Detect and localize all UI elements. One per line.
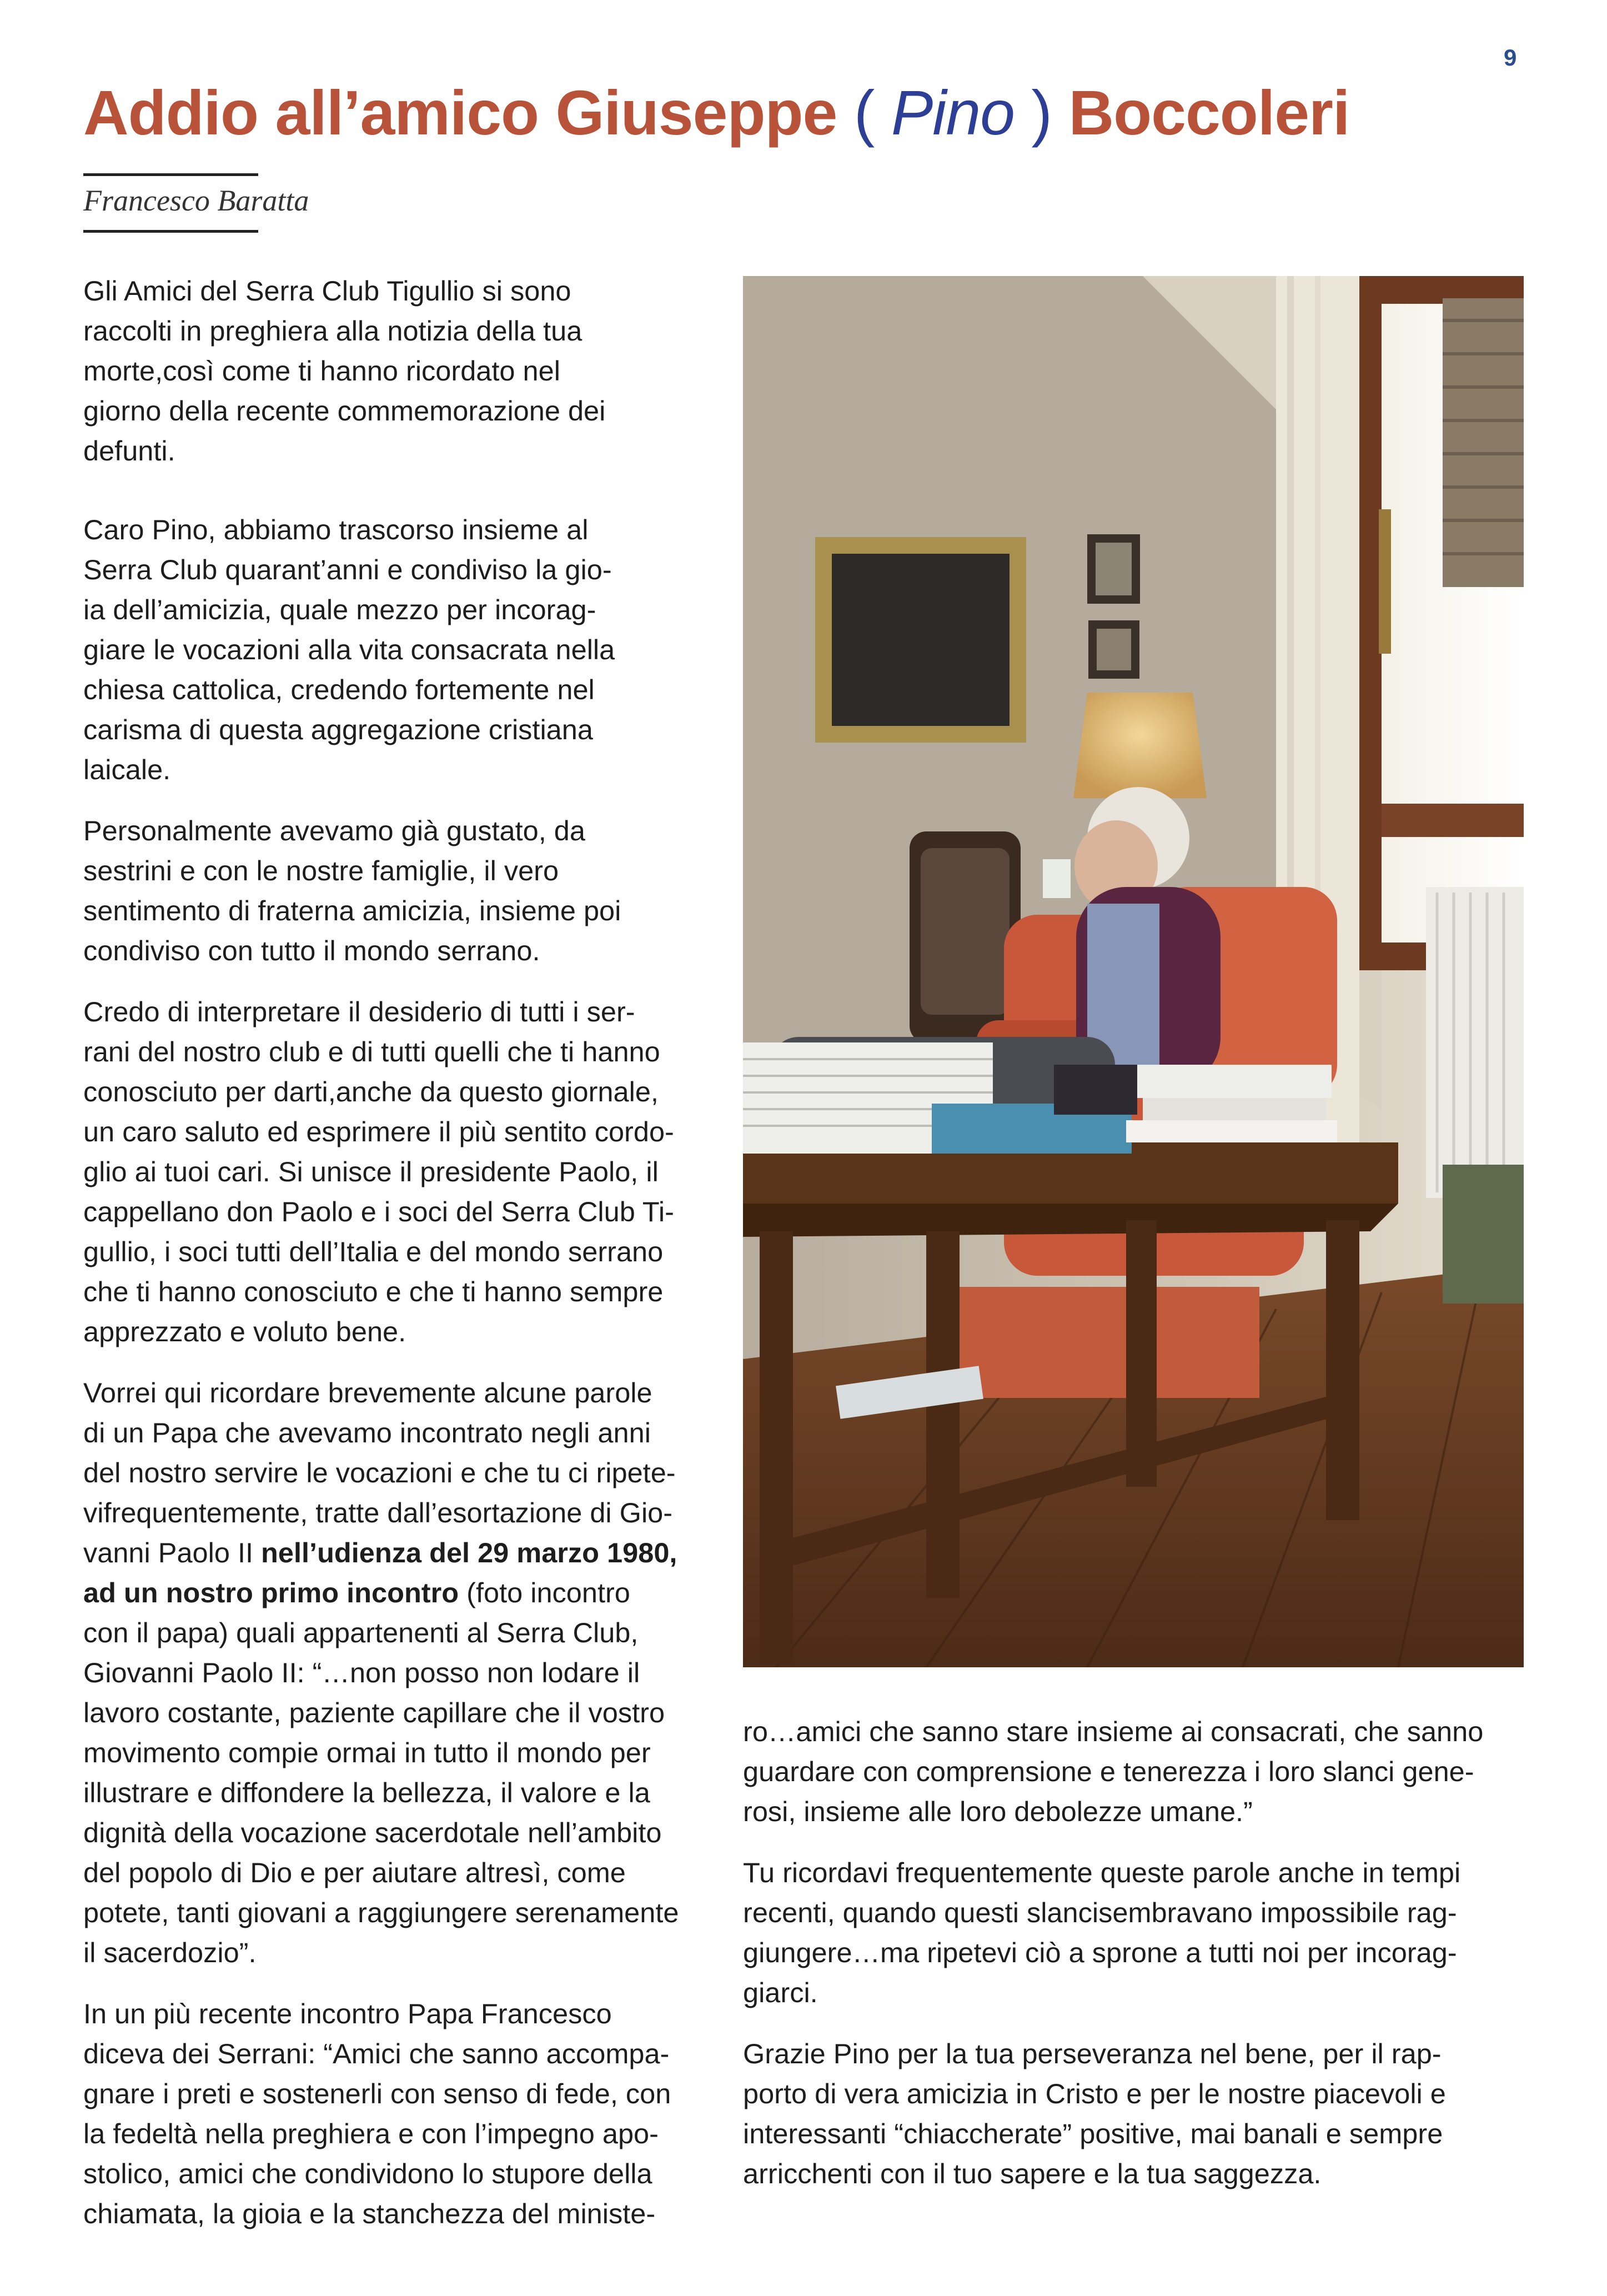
author-rule-bottom bbox=[83, 230, 258, 233]
paragraph-8: Tu ricordavi frequentemente queste parole anche in tempi recenti, quando questi slancisembravano impossibile rag- giungere…ma ripetevi ciò a sprone a tutti noi per incorag- giarci. bbox=[743, 1857, 1461, 2008]
paragraph-9: Grazie Pino per la tua perseveranza nel bene, per il rap- porto di vera amicizia in Cristo e per le nostre piacevoli e interessanti “chiaccherate” positive, mai banali e sempre arricchenti con il tuo sapere e la tua saggezza. bbox=[743, 2038, 1446, 2189]
article-title bbox=[83, 71, 1349, 154]
title-surname: Boccoleri bbox=[1068, 78, 1350, 148]
title-open-paren: ( bbox=[853, 78, 875, 148]
page-number: 9 bbox=[1504, 44, 1517, 71]
paragraph-5-bold: nell’udienza del 29 marzo 1980, ad un nostro primo incontro bbox=[83, 1537, 677, 1608]
paragraph-1: Gli Amici del Serra Club Tigullio si sono raccolti in preghiera alla notizia della tua morte,così come ti hanno ricordato nel giorno della recente commemorazione dei defunti. bbox=[83, 275, 606, 467]
photo-pino-at-home bbox=[743, 276, 1524, 1667]
right-column bbox=[743, 1712, 1531, 2194]
left-column bbox=[83, 271, 711, 2234]
author-byline: Francesco Baratta bbox=[83, 184, 309, 217]
paragraph-5-end: (foto incontro con il papa) quali appartenenti al Serra Club, Giovanni Paolo II: “…non posso non lodare il lavoro costante, paziente capillare che il vostro movimento compie ormai in tutto il mondo per illustrare e diffondere la bellezza, il valore e la dignità della vocazione sacerdotale nell’ambito del popolo di Dio e per aiutare altresì, come potete, tanti giovani a raggiungere serenamente il sacerdozio”. bbox=[83, 1577, 679, 1968]
paragraph-6: In un più recente incontro Papa Francesco diceva dei Serrani: “Amici che sanno accompa- gnare i preti e sostenerli con senso di fede, con la fedeltà nella preghiera e con l’impegno apo- stolico, amici che condividono lo stupore della chiamata, la gioia e la stanchezza del ministe- bbox=[83, 1998, 671, 2229]
paragraph-7: ro…amici che sanno stare insieme ai consacrati, che sanno guardare con comprensione e tenerezza i loro slanci gene- rosi, insieme alle loro debolezze umane.” bbox=[743, 1716, 1484, 1827]
paragraph-2: Caro Pino, abbiamo trascorso insieme al Serra Club quarant’anni e condiviso la gio- ia dell’amicizia, quale mezzo per incorag- giare le vocazioni alla vita consacrata nella chiesa cattolica, credendo fortemente nel carisma di questa aggregazione cristiana laicale. bbox=[83, 514, 615, 785]
paragraph-3: Personalmente avevamo già gustato, da sestrini e con le nostre famiglie, il vero sentimento di fraterna amicizia, insieme poi condiviso con tutto il mondo serrano. bbox=[83, 815, 621, 966]
paragraph-4: Credo di interpretare il desiderio di tutti i ser- rani del nostro club e di tutti quelli che ti hanno conosciuto per darti,anche da questo giornale, un caro saluto ed esprimere il più sentito cordo- glio ai tuoi cari. Si unisce il presidente Paolo, il cappellano don Paolo e i soci del Serra Club Ti- gullio, i soci tutti dell’Italia e del mondo serrano che ti hanno conosciuto e che ti hanno sempre apprezzato e voluto bene. bbox=[83, 996, 674, 1347]
title-close-paren: ) bbox=[1031, 78, 1052, 148]
title-main: Addio all’amico Giuseppe bbox=[83, 78, 837, 148]
author-rule-top bbox=[83, 173, 258, 176]
paragraph-5 bbox=[83, 1373, 711, 1973]
paragraph-5-start: Vorrei qui ricordare brevemente alcune parole di un Papa che avevamo incontrato negli anni del nostro servire le vocazioni e che tu ci ripete- vifrequentemente, tratte dall’esortazione di Gio- vanni Paolo II bbox=[83, 1377, 676, 1568]
title-nickname: Pino bbox=[891, 78, 1015, 148]
